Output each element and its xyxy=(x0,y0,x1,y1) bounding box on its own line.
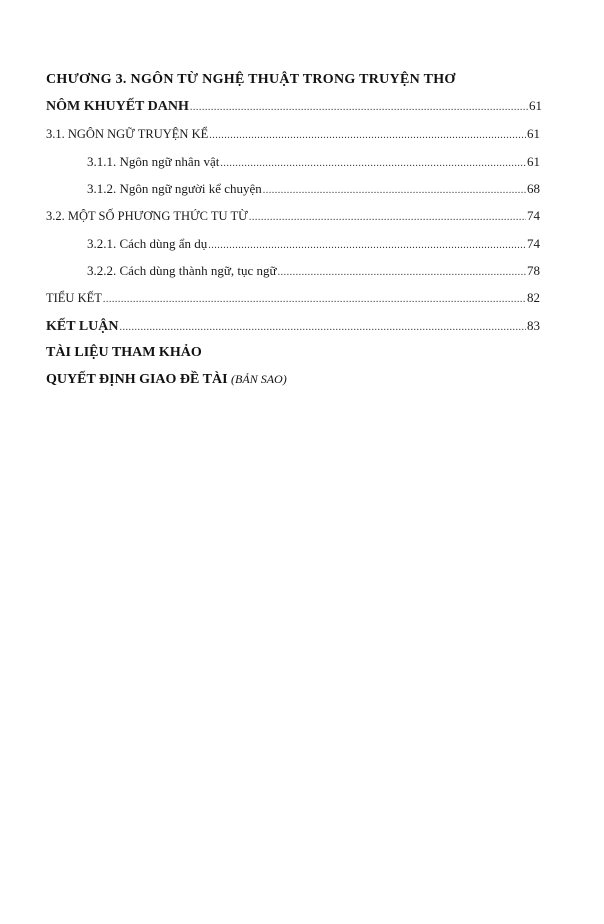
dot-leader xyxy=(209,128,526,144)
toc-entry-page: 61 xyxy=(527,154,540,169)
toc-entry-page: 82 xyxy=(527,290,540,305)
toc-entry-conclusion xyxy=(46,318,540,336)
dot-leader xyxy=(263,183,526,199)
toc-entry-page: 68 xyxy=(527,181,540,196)
toc-entry-3-2 xyxy=(46,208,540,226)
toc-entry-3-2-1 xyxy=(87,236,540,254)
toc-entry-references: TÀI LIỆU THAM KHẢO xyxy=(46,345,202,360)
toc-entry-title: 3.1.2. Ngôn ngữ người kể chuyện xyxy=(87,181,262,196)
toc-entry-title: KẾT LUẬN xyxy=(46,319,119,334)
toc-entry-title: NÔM KHUYẾT DANH xyxy=(46,99,189,114)
dot-leader xyxy=(278,265,526,281)
dot-leader xyxy=(249,210,526,226)
dot-leader xyxy=(220,156,526,172)
toc-entry-page: 78 xyxy=(527,263,540,278)
toc-entry-title: 3.1. NGÔN NGỮ TRUYỆN KỂ xyxy=(46,127,209,141)
toc-entry-3-1-2 xyxy=(87,181,540,199)
toc-entry-page: 61 xyxy=(527,126,540,141)
dot-leader xyxy=(119,320,526,336)
toc-entry-3-2-2 xyxy=(87,263,540,281)
decision-note: (BẢN SAO) xyxy=(231,372,287,386)
toc-entry-3-1 xyxy=(46,126,540,144)
decision-title: QUYẾT ĐỊNH GIAO ĐỀ TÀI xyxy=(46,372,228,387)
toc-entry-page: 61 xyxy=(529,98,542,113)
toc-entry-decision xyxy=(46,372,287,388)
dot-leader xyxy=(190,100,528,116)
dot-leader xyxy=(103,292,526,308)
toc-entry-title: 3.2.2. Cách dùng thành ngữ, tục ngữ xyxy=(87,263,277,278)
toc-entry-title: TIỂU KẾT xyxy=(46,291,102,305)
toc-entry-page: 74 xyxy=(527,236,540,251)
toc-entry-title: 3.2. MỘT SỐ PHƯƠNG THỨC TU TỪ xyxy=(46,209,248,223)
toc-entry-3-1-1 xyxy=(87,154,540,172)
toc-entry-chapter-3 xyxy=(46,98,542,116)
chapter-3-heading: CHƯƠNG 3. NGÔN TỪ NGHỆ THUẬT TRONG TRUYỆN THƠ xyxy=(46,72,456,87)
toc-entry-title: 3.2.1. Cách dùng ẩn dụ xyxy=(87,236,208,251)
toc-entry-page: 83 xyxy=(527,318,540,333)
toc-entry-page: 74 xyxy=(527,208,540,223)
toc-entry-title: 3.1.1. Ngôn ngữ nhân vật xyxy=(87,154,220,169)
toc-entry-summary xyxy=(46,290,540,308)
dot-leader xyxy=(208,238,526,254)
